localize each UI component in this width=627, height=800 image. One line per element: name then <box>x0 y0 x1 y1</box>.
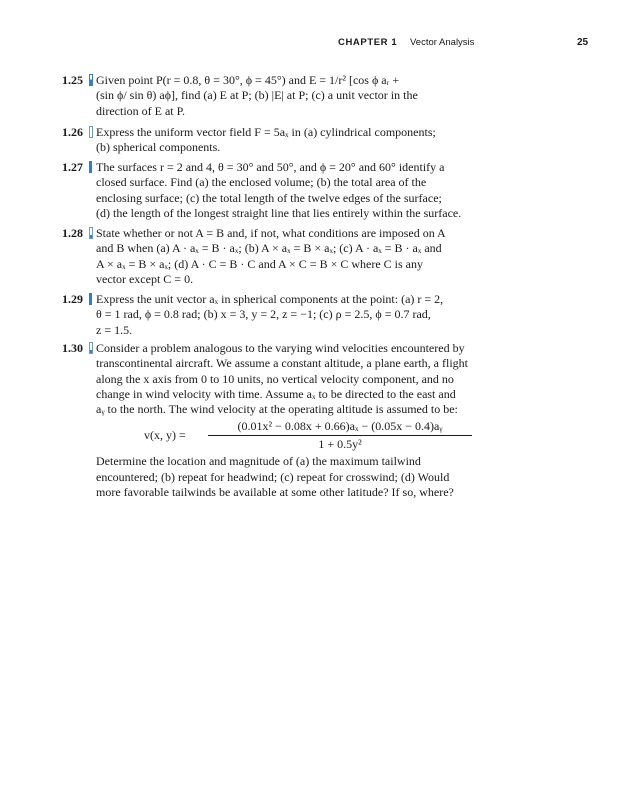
text-line: transcontinental aircraft. We assume a constant altitude, a plane earth, a flight <box>96 356 468 371</box>
text-line: aᵧ to the north. The wind velocity at the operating altitude is assumed to be: <box>96 402 458 417</box>
text-line: θ = 1 rad, ϕ = 0.8 rad; (b) x = 3, y = 2, z = −1; (c) ρ = 2.5, ϕ = 0.7 rad, <box>96 307 431 322</box>
page-number: 25 <box>577 37 589 48</box>
equation-numerator: (0.01x² − 0.08x + 0.66)aₓ − (0.05x − 0.4)aᵧ <box>237 419 443 434</box>
problem-1-27 <box>62 160 482 221</box>
problem-text <box>96 341 482 500</box>
equation-lhs: v(x, y) = <box>144 428 186 443</box>
difficulty-quarter-icon <box>89 342 93 354</box>
problem-number: 1.25 <box>62 73 83 87</box>
text-line: Given point P(r = 0.8, θ = 30°, ϕ = 45°) and E = 1/r² [cos ϕ aᵣ + <box>96 73 400 87</box>
difficulty-full-icon <box>89 293 92 305</box>
wind-velocity-equation <box>96 419 482 451</box>
text-line: encountered; (b) repeat for headwind; (c) repeat for crosswind; (d) Would <box>96 469 450 484</box>
problem-number: 1.27 <box>62 160 83 174</box>
equation-fraction <box>208 419 472 452</box>
text-line: direction of E at P. <box>96 103 185 118</box>
fraction-bar <box>208 435 472 436</box>
text-line: and B when (a) A · aₓ = B · aₓ; (b) A × aₓ = B × aₓ; (c) A · aₓ = B · aₓ and <box>96 241 442 256</box>
text-line: vector except C = 0. <box>96 271 194 286</box>
text-line: State whether or not A = B and, if not, what conditions are imposed on A <box>96 226 446 240</box>
text-line: (b) spherical components. <box>96 140 221 155</box>
section-title: Vector Analysis <box>410 37 475 48</box>
text-line: more favorable tailwinds be available at some other latitude? If so, where? <box>96 485 454 500</box>
text-line: Determine the location and magnitude of (a) the maximum tailwind <box>96 454 421 469</box>
text-line: enclosing surface; (c) the total length of the twelve edges of the surface; <box>96 190 442 205</box>
running-header <box>0 37 627 51</box>
text-line: (sin ϕ/ sin θ) aϕ], find (a) E at P; (b) |E| at P; (c) a unit vector in the <box>96 88 418 103</box>
text-line: closed surface. Find (a) the enclosed volume; (b) the total area of the <box>96 175 427 190</box>
text-line: A × aₓ = B × aₓ; (d) A · C = B · C and A × C = B × C where C is any <box>96 256 423 271</box>
problem-number: 1.28 <box>62 226 83 240</box>
difficulty-quarter-icon <box>89 227 93 239</box>
text-line: along the x axis from 0 to 10 units, no vertical velocity component, and no <box>96 371 454 386</box>
problem-number: 1.26 <box>62 125 83 139</box>
problem-text <box>96 292 482 338</box>
problem-1-28 <box>62 226 482 287</box>
equation-denominator: 1 + 0.5y² <box>318 437 362 452</box>
problem-text <box>96 160 482 221</box>
text-line: (d) the length of the longest straight line that lies entirely within the surface. <box>96 205 462 220</box>
problem-1-25 <box>62 73 482 119</box>
problem-number: 1.29 <box>62 292 83 306</box>
text-line: The surfaces r = 2 and 4, θ = 30° and 50°, and ϕ = 20° and 60° identify a <box>96 160 445 174</box>
problem-1-29 <box>62 292 482 338</box>
text-line: Consider a problem analogous to the varying wind velocities encountered by <box>96 341 465 355</box>
problem-text <box>96 226 482 287</box>
text-line: z = 1.5. <box>96 322 133 337</box>
text-line: Express the unit vector aₓ in spherical components at the point: (a) r = 2, <box>96 292 444 306</box>
problem-1-26 <box>62 125 482 156</box>
problem-number: 1.30 <box>62 341 83 355</box>
difficulty-empty-icon <box>89 126 93 138</box>
text-line: change in wind velocity with time. Assume aₓ to be directed to the east and <box>96 386 456 401</box>
problem-text <box>96 125 482 156</box>
chapter-label: CHAPTER 1 <box>338 37 398 48</box>
problem-text <box>96 73 482 119</box>
difficulty-full-icon <box>89 161 92 173</box>
text-line: Express the uniform vector field F = 5aₓ in (a) cylindrical components; <box>96 125 436 139</box>
problem-1-30 <box>62 341 482 500</box>
difficulty-half-icon <box>89 74 93 86</box>
